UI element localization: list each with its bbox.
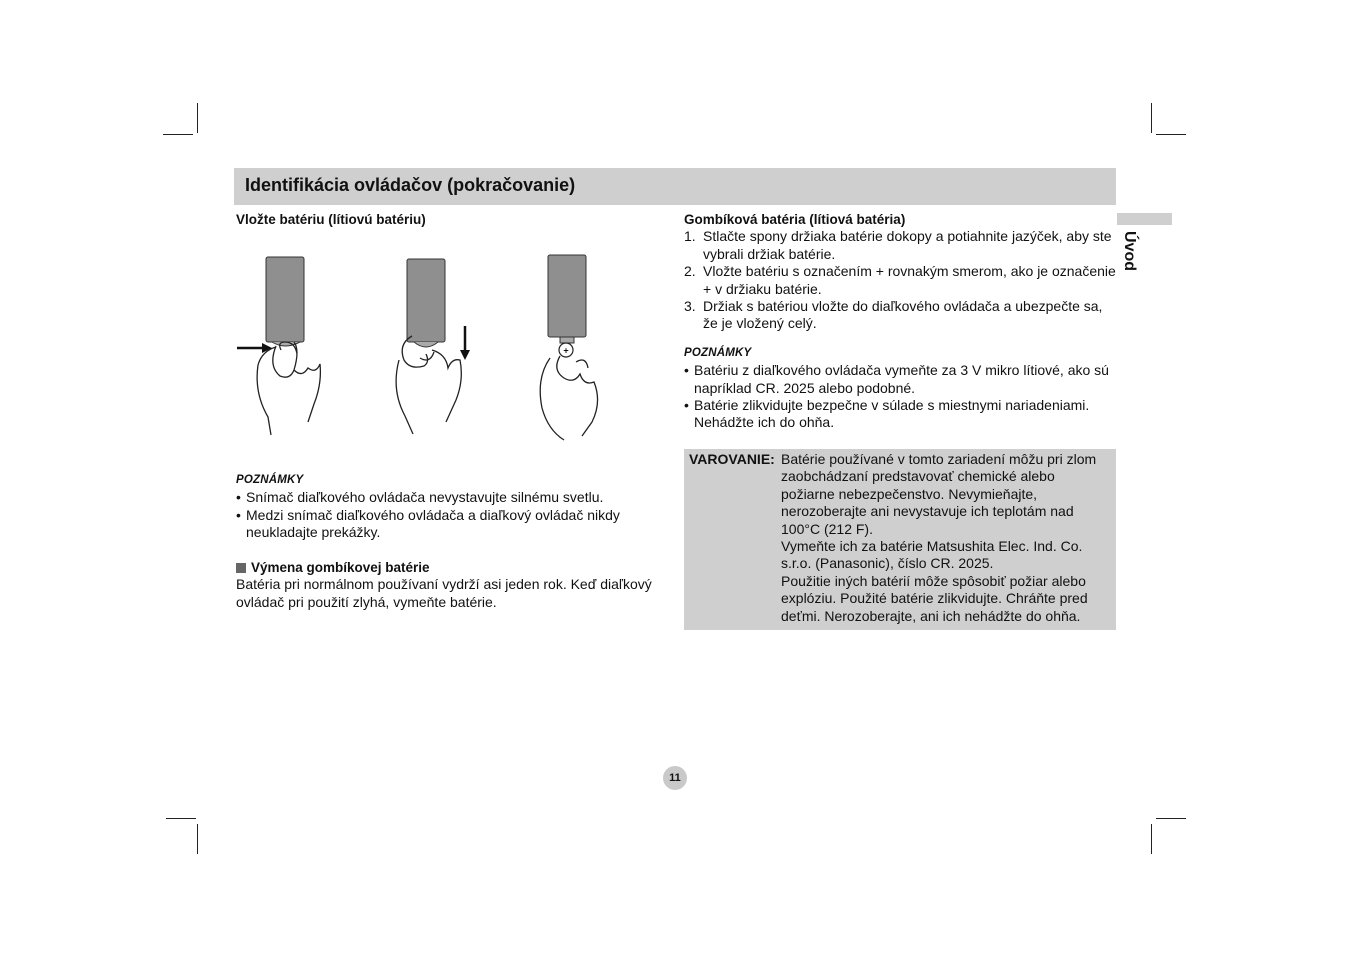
illustration-step-3 — [540, 255, 597, 440]
section-header — [234, 168, 1116, 205]
right-column — [684, 211, 1116, 432]
right-notes-title: POZNÁMKY — [684, 346, 752, 359]
square-bullet-icon — [236, 563, 246, 573]
crop-mark — [1156, 134, 1186, 135]
left-column — [236, 211, 666, 228]
battery-plus-mark: + — [563, 345, 569, 356]
warning-box — [684, 449, 1116, 630]
illustration-step-2 — [396, 259, 470, 434]
crop-mark — [1156, 818, 1186, 819]
left-notes-title: POZNÁMKY — [236, 474, 304, 486]
crop-mark — [197, 103, 198, 133]
list-item: • Batérie zlikvidujte bezpečne v súlade s miestnymi nariadeniami. Nehádžte ich do ohňa. — [684, 397, 1090, 431]
crop-mark — [1151, 824, 1152, 854]
crop-mark — [1151, 103, 1152, 133]
left-notes — [236, 472, 666, 542]
list-item: 3. Držiak s batériou vložte do diaľkového ovládača a ubezpečte sa, že je vložený celý. — [684, 298, 1103, 332]
page-title: Identifikácia ovládačov (pokračovanie) — [245, 175, 576, 195]
right-subheading: Gombíková batéria (lítiová batéria) — [684, 212, 906, 227]
warning-paragraph: Batérie používané v tomto zariadení môžu pri zlom zaobchádzaní predstavovať chemické alebo požiarne nebezpečenstvo. Nevymieňajte, nerozoberajte ani nevystavuje ich teplotám nad 100°C (212 F). — [781, 451, 1097, 537]
list-item: • Snímač diaľkového ovládača nevystavujte silnému svetlu. — [236, 489, 604, 506]
battery-insertion-illustration — [236, 250, 636, 445]
left-subheading: Vložte batériu (lítiovú batériu) — [236, 212, 426, 227]
warning-paragraph: Vymeňte ich za batérie Matsushita Elec. Ind. Co. s.r.o. (Panasonic), číslo CR. 2025. — [781, 538, 1083, 572]
warning-text — [781, 451, 1111, 625]
replacement-section — [236, 559, 666, 611]
list-item: 1. Stlačte spony držiaka batérie dokopy a potiahnite jazýček, aby ste vybrali držiak batérie. — [684, 228, 1112, 262]
illustration-step-1 — [237, 257, 320, 435]
crop-mark — [163, 134, 193, 135]
crop-mark — [166, 818, 196, 819]
replacement-text: Batéria pri normálnom používaní vydrží asi jeden rok. Keď diaľkový ovládač pri použití zlyhá, vymeňte batérie. — [236, 576, 652, 610]
left-notes-list — [236, 489, 666, 541]
list-item: • Batériu z diaľkového ovládača vymeňte za 3 V mikro lítiové, ako sú napríklad CR. 2025 alebo podobné. — [684, 362, 1109, 396]
side-tab-label: Úvod — [1121, 231, 1138, 271]
replacement-title: Výmena gombíkovej batérie — [236, 559, 666, 576]
side-tab-marker — [1117, 213, 1172, 225]
page-number: 11 — [663, 766, 687, 790]
right-notes-list — [684, 362, 1116, 432]
warning-paragraph: Použitie iných batérií môže spôsobiť požiar alebo explóziu. Použité batérie zlikvidujte. Chráňte pred deťmi. Nerozoberajte, ani ich nehádžte do ohňa. — [781, 572, 1088, 624]
warning-label: VAROVANIE: — [689, 451, 775, 467]
crop-mark — [197, 824, 198, 854]
steps-list — [684, 228, 1116, 332]
list-item: 2. Vložte batériu s označením + rovnakým smerom, ako je označenie + v držiaku batérie. — [684, 263, 1116, 297]
list-item: • Medzi snímač diaľkového ovládača a diaľkový ovládač nikdy neukladajte prekážky. — [236, 506, 620, 541]
